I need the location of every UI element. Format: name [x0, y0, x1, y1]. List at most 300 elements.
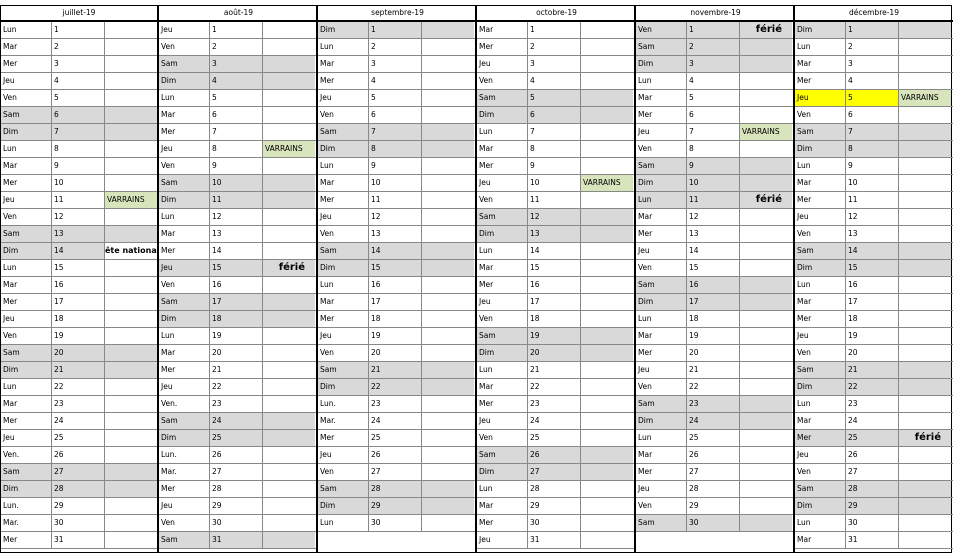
note-cell[interactable] [580, 39, 633, 55]
weekday-cell[interactable]: Mar [797, 178, 812, 187]
note-cell[interactable] [739, 328, 792, 344]
weekday-cell[interactable]: Mar [638, 93, 653, 102]
note-cell[interactable] [262, 73, 315, 89]
day-row[interactable] [318, 277, 477, 294]
day-number-cell[interactable]: 14 [527, 243, 580, 259]
day-number-cell[interactable]: 17 [686, 294, 739, 310]
day-number-cell[interactable]: 22 [368, 379, 421, 395]
weekday-cell[interactable]: Sam [318, 481, 368, 497]
note-cell[interactable] [898, 362, 951, 378]
day-number-cell[interactable]: 12 [368, 209, 421, 225]
note-cell[interactable] [421, 311, 474, 327]
note-cell[interactable] [262, 532, 315, 548]
weekday-cell[interactable]: Mer [795, 430, 845, 446]
day-row[interactable] [159, 311, 318, 328]
weekday-cell[interactable]: Mar [479, 382, 494, 391]
day-number-cell[interactable]: 3 [686, 56, 739, 72]
day-number-cell[interactable]: 31 [527, 532, 580, 548]
day-number-cell[interactable]: 11 [368, 192, 421, 208]
day-number-cell[interactable]: 6 [368, 107, 421, 123]
day-number-cell[interactable]: 30 [368, 515, 421, 531]
day-number-cell[interactable]: 27 [368, 464, 421, 480]
weekday-cell[interactable]: Mar [638, 331, 653, 340]
day-number-cell[interactable]: 13 [527, 226, 580, 242]
day-number-cell[interactable]: 5 [686, 90, 739, 106]
day-number-cell[interactable]: 27 [209, 464, 262, 480]
holiday-note-cell[interactable]: férié [739, 22, 792, 38]
note-cell[interactable] [580, 243, 633, 259]
day-number-cell[interactable]: 16 [686, 277, 739, 293]
weekday-cell[interactable]: Mer [3, 178, 18, 187]
day-row[interactable] [318, 362, 477, 379]
note-cell[interactable] [580, 532, 633, 548]
note-cell[interactable] [104, 175, 157, 191]
weekday-cell[interactable]: Sam [636, 515, 686, 531]
note-cell[interactable] [898, 107, 951, 123]
note-cell[interactable] [262, 328, 315, 344]
weekday-cell[interactable]: Jeu [638, 484, 650, 493]
day-row[interactable] [477, 226, 636, 243]
note-cell[interactable] [104, 277, 157, 293]
day-number-cell[interactable]: 16 [845, 277, 898, 293]
note-cell[interactable] [104, 532, 157, 548]
note-cell[interactable] [262, 515, 315, 531]
note-cell[interactable] [421, 22, 474, 38]
day-number-cell[interactable]: 22 [845, 379, 898, 395]
event-note-cell[interactable]: VARRAINS [898, 90, 951, 106]
note-cell[interactable] [421, 362, 474, 378]
day-number-cell[interactable]: 13 [209, 226, 262, 242]
weekday-cell[interactable]: Jeu [3, 433, 15, 442]
day-number-cell[interactable]: 3 [209, 56, 262, 72]
day-number-cell[interactable]: 30 [527, 515, 580, 531]
weekday-cell[interactable]: Jeu [638, 365, 650, 374]
day-number-cell[interactable]: 14 [368, 243, 421, 259]
day-row[interactable] [636, 464, 795, 481]
day-number-cell[interactable]: 31 [845, 532, 898, 548]
day-row[interactable] [318, 192, 477, 209]
day-row[interactable] [795, 430, 953, 447]
note-cell[interactable] [739, 243, 792, 259]
day-number-cell[interactable]: 5 [51, 90, 104, 106]
day-number-cell[interactable]: 7 [845, 124, 898, 140]
day-number-cell[interactable]: 21 [527, 362, 580, 378]
note-cell[interactable] [262, 294, 315, 310]
weekday-cell[interactable]: Dim [477, 107, 527, 123]
day-number-cell[interactable]: 7 [209, 124, 262, 140]
note-cell[interactable] [739, 73, 792, 89]
weekday-cell[interactable]: Sam [1, 226, 51, 242]
weekday-cell[interactable]: Sam [795, 481, 845, 497]
day-row[interactable] [795, 277, 953, 294]
day-number-cell[interactable]: 17 [527, 294, 580, 310]
note-cell[interactable] [104, 413, 157, 429]
weekday-cell[interactable]: Dim [636, 413, 686, 429]
day-row[interactable] [318, 56, 477, 73]
weekday-cell[interactable]: Ven [161, 161, 175, 170]
note-cell[interactable] [421, 396, 474, 412]
note-cell[interactable] [739, 39, 792, 55]
day-number-cell[interactable]: 17 [209, 294, 262, 310]
weekday-cell[interactable]: Sam [477, 90, 527, 106]
day-row[interactable] [477, 107, 636, 124]
weekday-cell[interactable]: Dim [795, 379, 845, 395]
weekday-cell[interactable]: Jeu [479, 535, 491, 544]
note-cell[interactable] [580, 396, 633, 412]
weekday-cell[interactable]: Dim [1, 481, 51, 497]
day-row[interactable] [477, 277, 636, 294]
weekday-cell[interactable]: Mar [797, 416, 812, 425]
day-number-cell[interactable]: 18 [368, 311, 421, 327]
weekday-cell[interactable]: Ven [479, 314, 493, 323]
day-row[interactable] [1, 447, 157, 464]
day-number-cell[interactable]: 25 [368, 430, 421, 446]
day-row[interactable] [318, 175, 477, 192]
weekday-cell[interactable]: Mer [638, 110, 653, 119]
day-row[interactable] [795, 532, 953, 549]
weekday-cell[interactable]: Dim [318, 498, 368, 514]
weekday-cell[interactable]: Mer [797, 314, 812, 323]
day-row[interactable] [636, 413, 795, 430]
day-number-cell[interactable]: 27 [686, 464, 739, 480]
day-number-cell[interactable]: 25 [209, 430, 262, 446]
note-cell[interactable] [898, 243, 951, 259]
day-number-cell[interactable]: 29 [686, 498, 739, 514]
day-row[interactable] [636, 107, 795, 124]
weekday-cell[interactable]: Lun [636, 192, 686, 208]
day-row[interactable] [1, 498, 157, 515]
weekday-cell[interactable]: Mer [320, 76, 335, 85]
day-number-cell[interactable]: 13 [845, 226, 898, 242]
day-row[interactable] [1, 464, 157, 481]
day-number-cell[interactable]: 12 [845, 209, 898, 225]
weekday-cell[interactable]: Ven [479, 195, 493, 204]
day-number-cell[interactable]: 8 [845, 141, 898, 157]
weekday-cell[interactable]: Ven [797, 467, 811, 476]
day-row[interactable] [159, 498, 318, 515]
day-row[interactable] [636, 345, 795, 362]
day-row[interactable] [795, 260, 953, 277]
note-cell[interactable] [580, 90, 633, 106]
day-number-cell[interactable]: 30 [686, 515, 739, 531]
day-number-cell[interactable]: 16 [527, 277, 580, 293]
weekday-cell[interactable]: Dim [159, 430, 209, 446]
day-number-cell[interactable]: 29 [51, 498, 104, 514]
weekday-cell[interactable]: Sam [1, 107, 51, 123]
note-cell[interactable] [898, 481, 951, 497]
day-row[interactable] [159, 260, 318, 277]
day-row[interactable] [1, 396, 157, 413]
weekday-cell[interactable]: Sam [159, 175, 209, 191]
day-row[interactable] [159, 515, 318, 532]
weekday-cell[interactable]: Jeu [797, 331, 809, 340]
weekday-cell[interactable]: Ven [638, 382, 652, 391]
note-cell[interactable] [739, 260, 792, 276]
day-row[interactable] [636, 379, 795, 396]
weekday-cell[interactable]: Mer [320, 314, 335, 323]
day-number-cell[interactable]: 3 [527, 56, 580, 72]
note-cell[interactable] [104, 328, 157, 344]
day-row[interactable] [318, 141, 477, 158]
day-row[interactable] [636, 498, 795, 515]
day-row[interactable] [477, 209, 636, 226]
weekday-cell[interactable]: Jeu [479, 297, 491, 306]
weekday-cell[interactable]: Sam [636, 277, 686, 293]
day-number-cell[interactable]: 26 [686, 447, 739, 463]
note-cell[interactable] [262, 396, 315, 412]
day-row[interactable] [1, 175, 157, 192]
day-number-cell[interactable]: 10 [368, 175, 421, 191]
day-row[interactable] [159, 90, 318, 107]
day-number-cell[interactable]: 11 [686, 192, 739, 208]
day-number-cell[interactable]: 28 [209, 481, 262, 497]
note-cell[interactable] [421, 209, 474, 225]
weekday-cell[interactable]: Mar [161, 229, 176, 238]
day-row[interactable] [1, 328, 157, 345]
note-cell[interactable] [739, 209, 792, 225]
note-cell[interactable] [104, 345, 157, 361]
weekday-cell[interactable]: Dim [1, 243, 51, 259]
day-number-cell[interactable]: 13 [368, 226, 421, 242]
weekday-cell[interactable]: Mer [479, 399, 494, 408]
day-number-cell[interactable]: 13 [51, 226, 104, 242]
weekday-cell[interactable]: Ven. [161, 399, 178, 408]
note-cell[interactable] [421, 175, 474, 191]
weekday-cell[interactable]: Ven [3, 331, 17, 340]
note-cell[interactable] [104, 362, 157, 378]
day-row[interactable] [636, 124, 795, 141]
day-number-cell[interactable]: 22 [51, 379, 104, 395]
day-number-cell[interactable]: 15 [845, 260, 898, 276]
note-cell[interactable] [104, 294, 157, 310]
day-row[interactable] [159, 379, 318, 396]
day-row[interactable] [636, 39, 795, 56]
note-cell[interactable] [580, 464, 633, 480]
day-row[interactable] [795, 39, 953, 56]
weekday-cell[interactable]: Mer [638, 229, 653, 238]
weekday-cell[interactable]: Mer [3, 59, 18, 68]
note-cell[interactable] [421, 73, 474, 89]
weekday-cell[interactable]: Mar [797, 297, 812, 306]
day-row[interactable] [636, 311, 795, 328]
note-cell[interactable] [898, 158, 951, 174]
note-cell[interactable] [898, 209, 951, 225]
note-cell[interactable] [421, 226, 474, 242]
day-row[interactable] [636, 141, 795, 158]
day-number-cell[interactable]: 7 [686, 124, 739, 140]
day-row[interactable] [159, 192, 318, 209]
weekday-cell[interactable]: Sam [159, 294, 209, 310]
day-number-cell[interactable]: 18 [686, 311, 739, 327]
day-row[interactable] [318, 73, 477, 90]
day-row[interactable] [795, 345, 953, 362]
weekday-cell[interactable]: Mer [638, 467, 653, 476]
day-row[interactable] [636, 90, 795, 107]
note-cell[interactable] [421, 464, 474, 480]
note-cell[interactable] [580, 328, 633, 344]
note-cell[interactable] [739, 90, 792, 106]
day-number-cell[interactable]: 9 [51, 158, 104, 174]
day-row[interactable] [477, 464, 636, 481]
day-number-cell[interactable]: 24 [527, 413, 580, 429]
note-cell[interactable] [104, 260, 157, 276]
day-number-cell[interactable]: 6 [51, 107, 104, 123]
day-row[interactable] [795, 243, 953, 260]
day-number-cell[interactable]: 29 [527, 498, 580, 514]
weekday-cell[interactable]: Lun [797, 161, 811, 170]
day-number-cell[interactable]: 28 [845, 481, 898, 497]
day-number-cell[interactable]: 5 [527, 90, 580, 106]
day-row[interactable] [795, 107, 953, 124]
day-number-cell[interactable]: 4 [845, 73, 898, 89]
day-row[interactable] [795, 311, 953, 328]
day-row[interactable] [318, 413, 477, 430]
weekday-cell[interactable]: Jeu [161, 25, 173, 34]
weekday-cell[interactable]: Ven [638, 501, 652, 510]
day-number-cell[interactable]: 22 [686, 379, 739, 395]
note-cell[interactable] [421, 277, 474, 293]
day-number-cell[interactable]: 11 [527, 192, 580, 208]
event-note-cell[interactable]: VARRAINS [262, 141, 315, 157]
weekday-cell[interactable]: Lun [479, 365, 493, 374]
note-cell[interactable] [262, 277, 315, 293]
note-cell[interactable] [739, 498, 792, 514]
day-row[interactable] [1, 294, 157, 311]
day-number-cell[interactable]: 6 [686, 107, 739, 123]
weekday-cell[interactable]: Ven [638, 144, 652, 153]
event-note-cell[interactable]: VARRAINS [580, 175, 633, 191]
day-row[interactable] [477, 362, 636, 379]
day-row[interactable] [795, 447, 953, 464]
day-number-cell[interactable]: 4 [686, 73, 739, 89]
weekday-cell[interactable]: Lun [320, 161, 334, 170]
day-number-cell[interactable]: 4 [209, 73, 262, 89]
day-number-cell[interactable]: 23 [845, 396, 898, 412]
day-row[interactable] [477, 90, 636, 107]
note-cell[interactable] [104, 226, 157, 242]
weekday-cell[interactable]: Jeu [479, 59, 491, 68]
day-row[interactable] [795, 413, 953, 430]
day-number-cell[interactable]: 12 [51, 209, 104, 225]
note-cell[interactable] [580, 481, 633, 497]
day-row[interactable] [477, 532, 636, 549]
day-row[interactable] [159, 328, 318, 345]
weekday-cell[interactable]: Mar [320, 178, 335, 187]
weekday-cell[interactable]: Mer [479, 280, 494, 289]
day-row[interactable] [318, 209, 477, 226]
note-cell[interactable] [739, 56, 792, 72]
weekday-cell[interactable]: Dim [318, 141, 368, 157]
note-cell[interactable] [262, 413, 315, 429]
day-row[interactable] [477, 175, 636, 192]
weekday-cell[interactable]: Ven [797, 110, 811, 119]
weekday-cell[interactable]: Mar. [161, 467, 177, 476]
day-number-cell[interactable]: 9 [209, 158, 262, 174]
weekday-cell[interactable]: Mer [797, 76, 812, 85]
weekday-cell[interactable]: Lun [320, 42, 334, 51]
note-cell[interactable] [739, 396, 792, 412]
day-number-cell[interactable]: 10 [845, 175, 898, 191]
note-cell[interactable] [898, 294, 951, 310]
note-cell[interactable] [262, 379, 315, 395]
note-cell[interactable] [739, 226, 792, 242]
day-row[interactable] [795, 73, 953, 90]
weekday-cell[interactable]: Jeu [638, 127, 650, 136]
day-number-cell[interactable]: 19 [527, 328, 580, 344]
day-row[interactable] [1, 532, 157, 549]
day-number-cell[interactable]: 29 [845, 498, 898, 514]
day-number-cell[interactable]: 20 [368, 345, 421, 361]
note-cell[interactable] [580, 158, 633, 174]
day-row[interactable] [636, 430, 795, 447]
day-row[interactable] [795, 226, 953, 243]
day-number-cell[interactable]: 20 [209, 345, 262, 361]
day-row[interactable] [477, 124, 636, 141]
day-row[interactable] [318, 447, 477, 464]
day-number-cell[interactable]: 13 [686, 226, 739, 242]
day-row[interactable] [159, 158, 318, 175]
note-cell[interactable] [421, 56, 474, 72]
note-cell[interactable] [898, 124, 951, 140]
note-cell[interactable] [580, 277, 633, 293]
day-number-cell[interactable]: 20 [527, 345, 580, 361]
day-row[interactable] [318, 481, 477, 498]
weekday-cell[interactable]: Sam [159, 413, 209, 429]
day-row[interactable] [477, 396, 636, 413]
weekday-cell[interactable]: Sam [318, 124, 368, 140]
day-number-cell[interactable]: 2 [686, 39, 739, 55]
day-number-cell[interactable]: 22 [527, 379, 580, 395]
weekday-cell[interactable]: Mer [3, 535, 18, 544]
note-cell[interactable] [898, 56, 951, 72]
note-cell[interactable] [104, 379, 157, 395]
day-number-cell[interactable]: 6 [527, 107, 580, 123]
day-number-cell[interactable]: 23 [686, 396, 739, 412]
day-number-cell[interactable]: 8 [527, 141, 580, 157]
day-number-cell[interactable]: 12 [527, 209, 580, 225]
day-number-cell[interactable]: 25 [845, 430, 898, 446]
weekday-cell[interactable]: Jeu [320, 331, 332, 340]
day-number-cell[interactable]: 23 [368, 396, 421, 412]
weekday-cell[interactable]: Mar. [320, 416, 336, 425]
weekday-cell[interactable]: Mer [3, 416, 18, 425]
note-cell[interactable] [580, 192, 633, 208]
day-row[interactable] [159, 396, 318, 413]
weekday-cell[interactable]: Sam [318, 243, 368, 259]
day-row[interactable] [318, 464, 477, 481]
note-cell[interactable] [898, 39, 951, 55]
day-row[interactable] [1, 311, 157, 328]
weekday-cell[interactable]: Ven [797, 229, 811, 238]
day-number-cell[interactable]: 26 [368, 447, 421, 463]
day-number-cell[interactable]: 24 [845, 413, 898, 429]
day-number-cell[interactable]: 6 [845, 107, 898, 123]
note-cell[interactable] [421, 158, 474, 174]
note-cell[interactable] [104, 464, 157, 480]
day-number-cell[interactable]: 24 [51, 413, 104, 429]
weekday-cell[interactable]: Mar [3, 42, 18, 51]
note-cell[interactable] [421, 107, 474, 123]
day-number-cell[interactable]: 26 [527, 447, 580, 463]
weekday-cell[interactable]: Sam [318, 362, 368, 378]
day-number-cell[interactable]: 24 [209, 413, 262, 429]
day-row[interactable] [795, 481, 953, 498]
day-number-cell[interactable]: 6 [209, 107, 262, 123]
weekday-cell[interactable]: Lun [638, 314, 652, 323]
day-row[interactable] [1, 379, 157, 396]
note-cell[interactable] [739, 413, 792, 429]
day-row[interactable] [318, 22, 477, 39]
